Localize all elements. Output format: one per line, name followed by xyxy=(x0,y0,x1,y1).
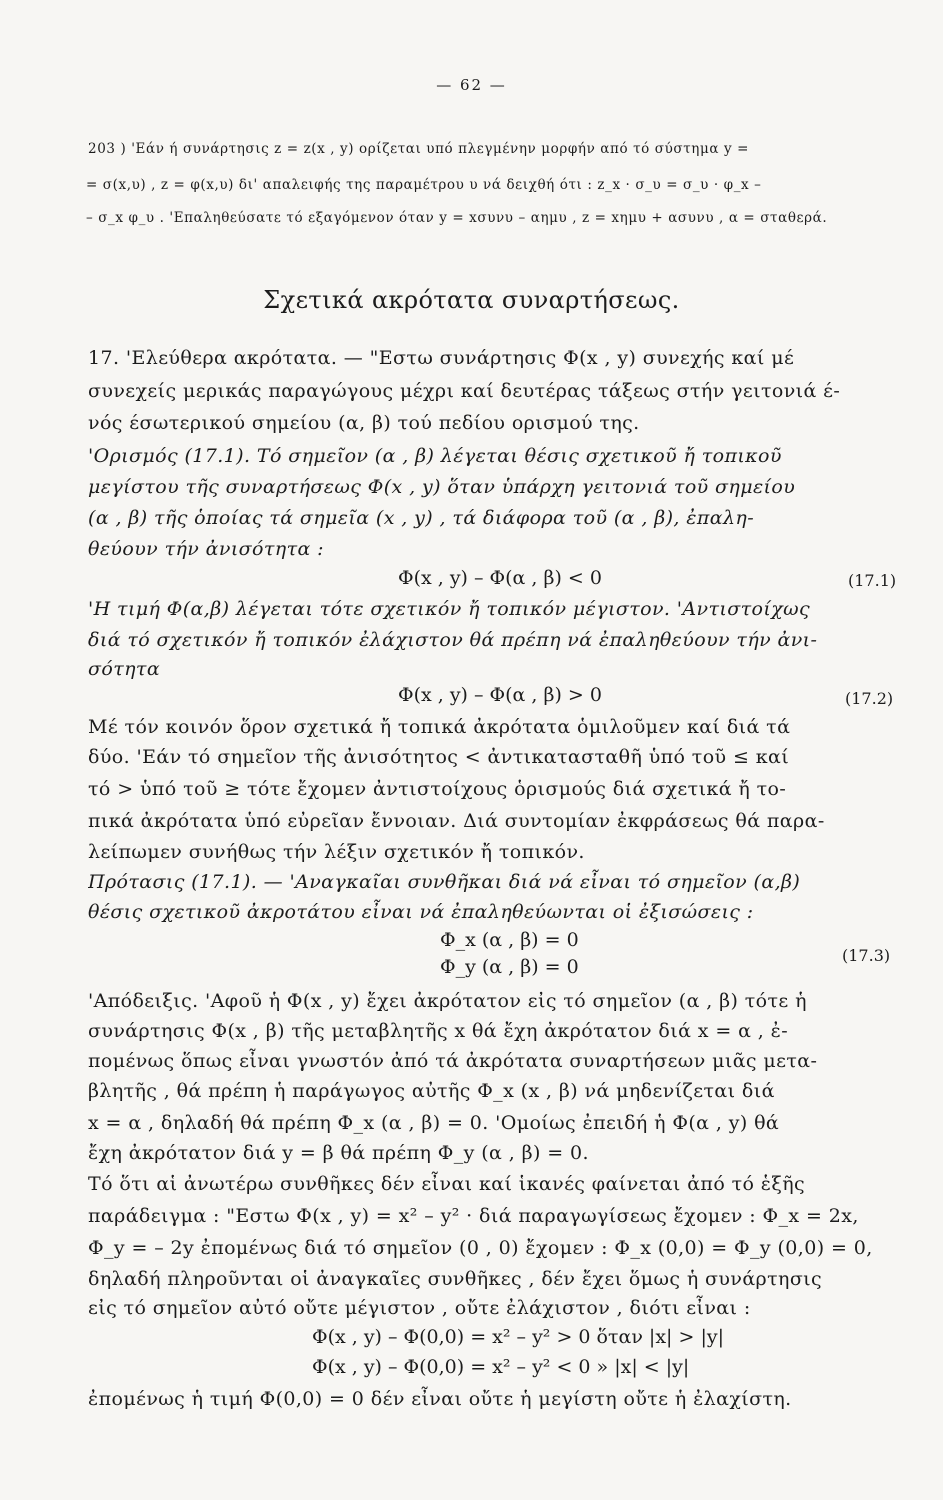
proof-line-5: x = α , δηλαδή θά πρέπη Φ_x (α , β) = 0. 'Ομοίως ἐπειδή ἡ Φ(α , y) θά xyxy=(88,1112,780,1134)
proof-line-9: Φ_y = – 2y ἐπομένως διά τό σημεῖον (0 , 0) ἔχομεν : Φ_x (0,0) = Φ_y (0,0) = 0, xyxy=(88,1237,873,1259)
equation-number-17-1: (17.1) xyxy=(848,571,897,590)
proof-line-11: εἰς τό σημεῖον αὐτό οὔτε μέγιστον , οὔτε ἐλάχιστον , διότι εἶναι : xyxy=(88,1297,751,1319)
definition-line-4: θεύουν τήν ἀνισότητα : xyxy=(88,538,324,560)
equation-17-3a: Φ_x (α , β) = 0 xyxy=(440,929,579,951)
equation-number-17-3: (17.3) xyxy=(842,946,891,965)
equation-17-1: Φ(x , y) – Φ(α , β) < 0 xyxy=(398,567,602,589)
section-title: Σχετικά ακρότατα συναρτήσεως. xyxy=(263,287,680,313)
after-eq2-line-5: λείπωμεν συνήθως τήν λέξιν σχετικόν ἤ τοπικόν. xyxy=(88,841,585,863)
proposition-line-2: θέσις σχετικοῦ ἀκροτάτου εἶναι νά ἐπαληθεύωνται οἱ ἐξισώσεις : xyxy=(88,901,754,923)
proof-line-6: ἔχη ἀκρότατον διά y = β θά πρέπη Φ_y (α , β) = 0. xyxy=(88,1142,589,1164)
after-eq2-line-2: δύο. 'Εάν τό σημεῖον τῆς ἀνισότητος < ἀντικατασταθῆ ὑπό τοῦ ≤ καί xyxy=(88,746,790,768)
proof-line-4: βλητῆς , θά πρέπη ἡ παράγωγος αὐτῆς Φ_x (x , β) νά μηδενίζεται διά xyxy=(88,1080,775,1102)
after-eq2-line-4: πικά ἀκρότατα ὑπό εὐρεῖαν ἔννοιαν. Διά συντομίαν ἐκφράσεως θά παρα- xyxy=(88,810,825,832)
after-eq2-line-1: Μέ τόν κοινόν ὅρον σχετικά ἤ τοπικά ἀκρότατα ὁμιλοῦμεν καί διά τά xyxy=(88,716,791,738)
exercise-line-1: 203 ) 'Εάν ή συνάρτησις z = z(x , y) ορίζεται υπό πλεγμένην μορφήν από τό σύστημα y = xyxy=(88,141,749,157)
equation-number-17-2: (17.2) xyxy=(845,689,894,708)
equation-17-2: Φ(x , y) – Φ(α , β) > 0 xyxy=(398,684,602,706)
definition-line-3: (α , β) τῆς ὁποίας τά σημεῖα (x , y) , τά διάφορα τοῦ (α , β), ἐπαλη- xyxy=(88,507,755,529)
exercise-line-3: – σ_x φ_υ . 'Επαληθεύσατε τό εξαγόμενον όταν y = xσυνυ – αημυ , z = xημυ + ασυνυ , α = σταθερά. xyxy=(86,210,828,226)
proposition-line-1: Πρότασις (17.1). — 'Αναγκαῖαι συνθῆκαι διά νά εἶναι τό σημεῖον (α,β) xyxy=(88,871,801,893)
definition-line-2: μεγίστου τῆς συναρτήσεως Φ(x , y) ὅταν ὑπάρχη γειτονιά τοῦ σημείου xyxy=(88,476,796,498)
proof-line-1: 'Απόδειξις. 'Αφοῦ ἡ Φ(x , y) ἔχει ἀκρότατον εἰς τό σημεῖον (α , β) τότε ἡ xyxy=(88,990,807,1012)
after-eq1-line-1: 'Η τιμή Φ(α,β) λέγεται τότε σχετικόν ἤ τοπικόν μέγιστον. 'Αντιστοίχως xyxy=(88,598,811,620)
para-17-line-3: νός έσωτερικού σημείου (α, β) τού πεδίου ορισμού της. xyxy=(88,412,640,434)
equation-example-positive: Φ(x , y) – Φ(0,0) = x² – y² > 0 ὅταν |x| > |y| xyxy=(312,1326,724,1348)
proof-line-2: συνάρτησις Φ(x , β) τῆς μεταβλητῆς x θά ἔχη ἀκρότατον διά x = α , ἐ- xyxy=(88,1020,789,1042)
page-number: — 62 — xyxy=(436,76,507,94)
exercise-line-2: = σ(x,υ) , z = φ(x,υ) δι' απαλειφής της παραμέτρου υ νά δειχθή ότι : z_x · σ_υ = σ_υ · φ_x – xyxy=(86,177,762,193)
proof-line-3: πομένως ὅπως εἶναι γνωστόν ἀπό τά ἀκρότατα συναρτήσεων μιᾶς μετα- xyxy=(88,1050,818,1072)
after-eq1-line-3: σότητα xyxy=(88,658,161,680)
after-eq1-line-2: διά τό σχετικόν ἤ τοπικόν ἐλάχιστον θά πρέπη νά ἐπαληθεύουν τήν ἀνι- xyxy=(88,629,818,651)
proof-line-8: παράδειγμα : "Εστω Φ(x , y) = x² – y² · διά παραγωγίσεως ἔχομεν : Φ_x = 2x, xyxy=(88,1205,859,1227)
proof-line-7: Τό ὅτι αἱ ἀνωτέρω συνθῆκες δέν εἶναι καί ἱκανές φαίνεται ἀπό τό ἑξῆς xyxy=(88,1173,806,1195)
para-17-line-1: 17. 'Ελεύθερα ακρότατα. — "Εστω συνάρτησις Φ(x , y) συνεχής καί μέ xyxy=(88,347,795,369)
proof-line-10: δηλαδή πληροῦνται οἱ ἀναγκαῖες συνθῆκες , δέν ἔχει ὅμως ἡ συνάρτησις xyxy=(88,1268,823,1290)
equation-example-negative: Φ(x , y) – Φ(0,0) = x² – y² < 0 » |x| < |y| xyxy=(312,1356,690,1378)
equation-17-3b: Φ_y (α , β) = 0 xyxy=(440,956,579,978)
after-eq2-line-3: τό > ὑπό τοῦ ≥ τότε ἔχομεν ἀντιστοίχους ὁρισμούς διά σχετικά ἤ το- xyxy=(88,778,787,800)
definition-line-1: 'Ορισμός (17.1). Τό σημεῖον (α , β) λέγεται θέσις σχετικοῦ ἤ τοπικοῦ xyxy=(88,445,782,467)
conclusion-line: ἐπομένως ἡ τιμή Φ(0,0) = 0 δέν εἶναι οὔτε ἡ μεγίστη οὔτε ἡ ἐλαχίστη. xyxy=(88,1388,792,1410)
para-17-line-2: συνεχείς μερικάς παραγώγους μέχρι καί δευτέρας τάξεως στήν γειτονιά έ- xyxy=(88,380,841,402)
